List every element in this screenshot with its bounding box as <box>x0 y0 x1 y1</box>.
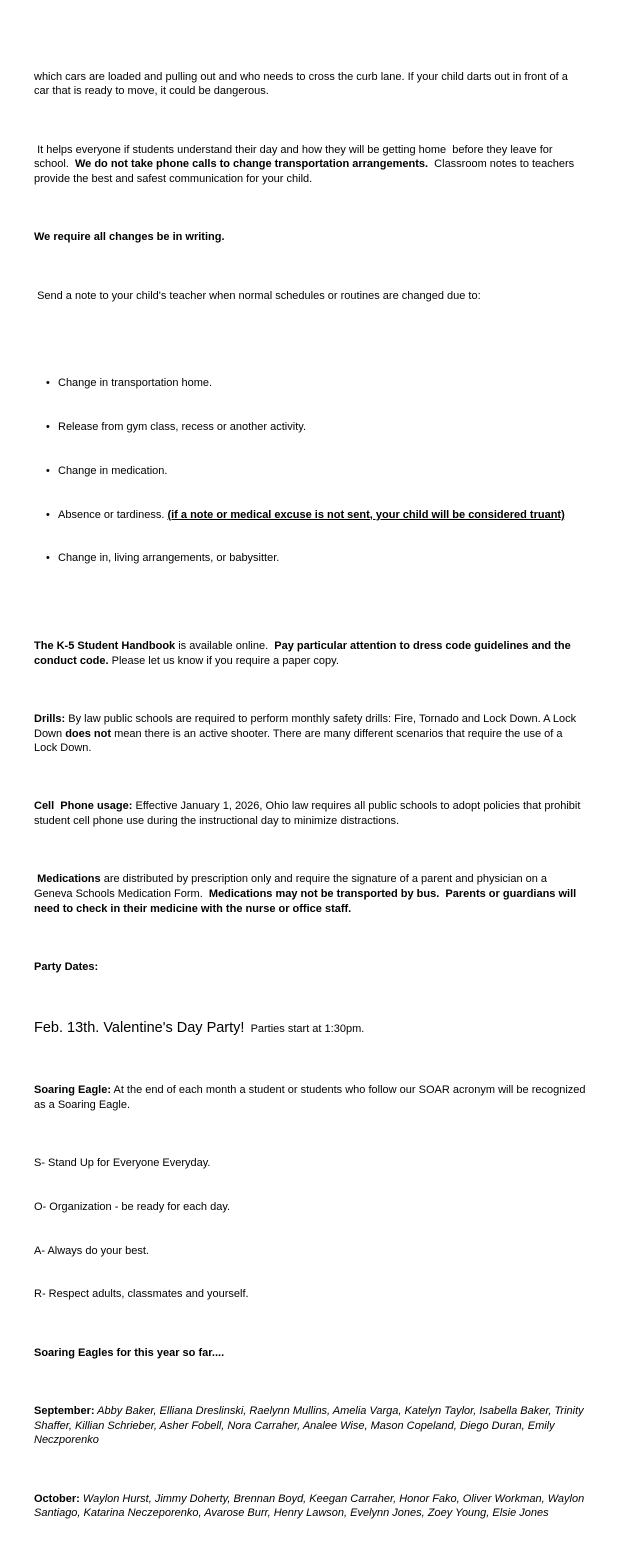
party-dates-bold-text: Party Dates: <box>34 961 99 973</box>
handbook-available-text: is available online. <box>175 639 275 652</box>
classroom-notes-text: Classroom notes to teachers provide the best and safest communication for your child. <box>34 158 578 185</box>
paragraph-transportation <box>34 143 586 187</box>
party-time-text: Parties start at 1:30pm. <box>244 1023 365 1036</box>
september-label-bold-text: September: <box>34 1405 95 1418</box>
paragraph-curb-lane <box>34 70 586 99</box>
soar-line-text: R- Respect adults, classmates and yourself. <box>34 1288 249 1301</box>
soaring-eagle-label-bold-text: Soaring Eagle: <box>34 1084 112 1097</box>
paragraph-september-eagles <box>34 1404 586 1448</box>
paper-copy-text: Please let us know if you require a paper copy. <box>108 654 339 667</box>
send-note-text: Send a note to your child's teacher when normal schedules or routines are changed due to: <box>34 289 481 302</box>
paragraph-october-eagles <box>34 1492 586 1521</box>
list-item-living-arrangements <box>45 551 586 566</box>
drills-label-bold-text: Drills: <box>34 712 66 725</box>
list-item-absence-tardiness <box>45 508 586 523</box>
soar-line-text: A- Always do your best. <box>34 1244 149 1257</box>
bullet-text: Release from gym class, recess or another activity. <box>58 421 306 434</box>
cell-phone-label-bold-text: Cell Phone usage: <box>34 800 133 813</box>
transport-intro-text: It helps everyone if students understand their day and how they will be getting home before they leave for school. <box>34 143 556 171</box>
medications-label-bold-text: Medications <box>37 873 101 886</box>
paragraph-cell-phone <box>34 799 586 828</box>
list-item-transportation-home <box>45 376 586 391</box>
drills-body-text: By law public schools are required to perform monthly safety drills: Fire, Tornado and Lock Down. A Lock Down <box>34 712 580 740</box>
soar-line-text: S- Stand Up for Everyone Everyday. <box>34 1157 211 1170</box>
party-dates-heading <box>34 960 586 975</box>
september-names-text: Abby Baker, Elliana Dreslinski, Raelynn Mullins, Amelia Varga, Katelyn Taylor, Isabella Baker, Trinity Shaffer, Killian Schrieber, Asher Fobell, Nora Carraher, Analee Wise, Mason Copeland, Diego Duran, Emily Neczporenko <box>34 1405 587 1447</box>
valentines-party-text: Feb. 13th. Valentine's Day Party! <box>34 1020 245 1037</box>
paragraph-party-event <box>34 1018 586 1039</box>
no-phone-calls-bold-text: We do not take phone calls to change transportation arrangements. <box>74 158 429 171</box>
paragraph-drills <box>34 712 586 756</box>
bullet-text: Change in, living arrangements, or babysitter. <box>58 552 280 565</box>
truant-warning-bold-underline-text: (if a note or medical excuse is not sent, your child will be considered truant) <box>167 508 565 521</box>
paragraph-changes-in-writing <box>34 230 586 245</box>
cell-phone-body-text: Effective January 1, 2026, Ohio law requires all public schools to adopt policies that prohibit student cell phone use during the instructional day to minimize distractions. <box>34 800 584 828</box>
changes-in-writing-bold-text: We require all changes be in writing. <box>34 231 225 244</box>
handbook-title-bold-text: The K-5 Student Handbook <box>34 639 176 652</box>
soaring-eagle-body-text: At the end of each month a student or students who follow our SOAR acronym will be recognized as a Soaring Eagle. <box>34 1084 589 1111</box>
soar-line-r <box>34 1287 586 1302</box>
list-item-medication <box>45 464 586 479</box>
soaring-eagles-heading-bold-text: Soaring Eagles for this year so far.... <box>34 1346 225 1359</box>
october-names-text: Waylon Hurst, Jimmy Doherty, Brennan Boyd, Keegan Carraher, Honor Fako, Oliver Workman, Waylon Santiago, Katarina Neczeporenko, Avarose Burr, Henry Lawson, Evelynn Jones, Zoey Young, Elsie Jones <box>34 1492 588 1520</box>
soar-line-o <box>34 1200 586 1215</box>
soar-line-a <box>34 1244 586 1259</box>
october-label-bold-text: October: <box>34 1492 80 1505</box>
does-not-bold-text: does not <box>65 727 112 740</box>
change-reasons-list <box>34 347 586 595</box>
dress-code-bold-text: Pay particular attention to dress code guidelines and the conduct code. <box>34 639 574 667</box>
curb-lane-text: which cars are loaded and pulling out and who needs to cross the curb lane. If your child darts out in front of a car that is ready to move, it could be dangerous. <box>34 70 571 98</box>
paragraph-medications <box>34 872 586 916</box>
medications-rules-bold-text: Medications may not be transported by bus. Parents or guardians will need to check in their medicine with the nurse or office staff. <box>34 888 580 915</box>
paragraph-soaring-eagle <box>34 1083 589 1112</box>
soar-line-s <box>34 1156 586 1171</box>
bullet-text: Change in medication. <box>58 464 168 477</box>
paragraph-handbook <box>34 639 586 668</box>
list-item-gym-release <box>45 420 586 435</box>
paragraph-send-note <box>34 289 586 304</box>
soar-line-text: O- Organization - be ready for each day. <box>34 1200 231 1213</box>
bullet-text: Absence or tardiness. <box>58 508 168 521</box>
soaring-eagles-list-heading <box>34 1346 586 1361</box>
drills-body2-text: mean there is an active shooter. There are many different scenarios that require the use of a Lock Down. <box>34 727 566 755</box>
medications-body-text: are distributed by prescription only and require the signature of a parent and physician on a Geneva Schools Medication Form. <box>34 873 551 901</box>
bullet-text: Change in transportation home. <box>58 377 213 390</box>
